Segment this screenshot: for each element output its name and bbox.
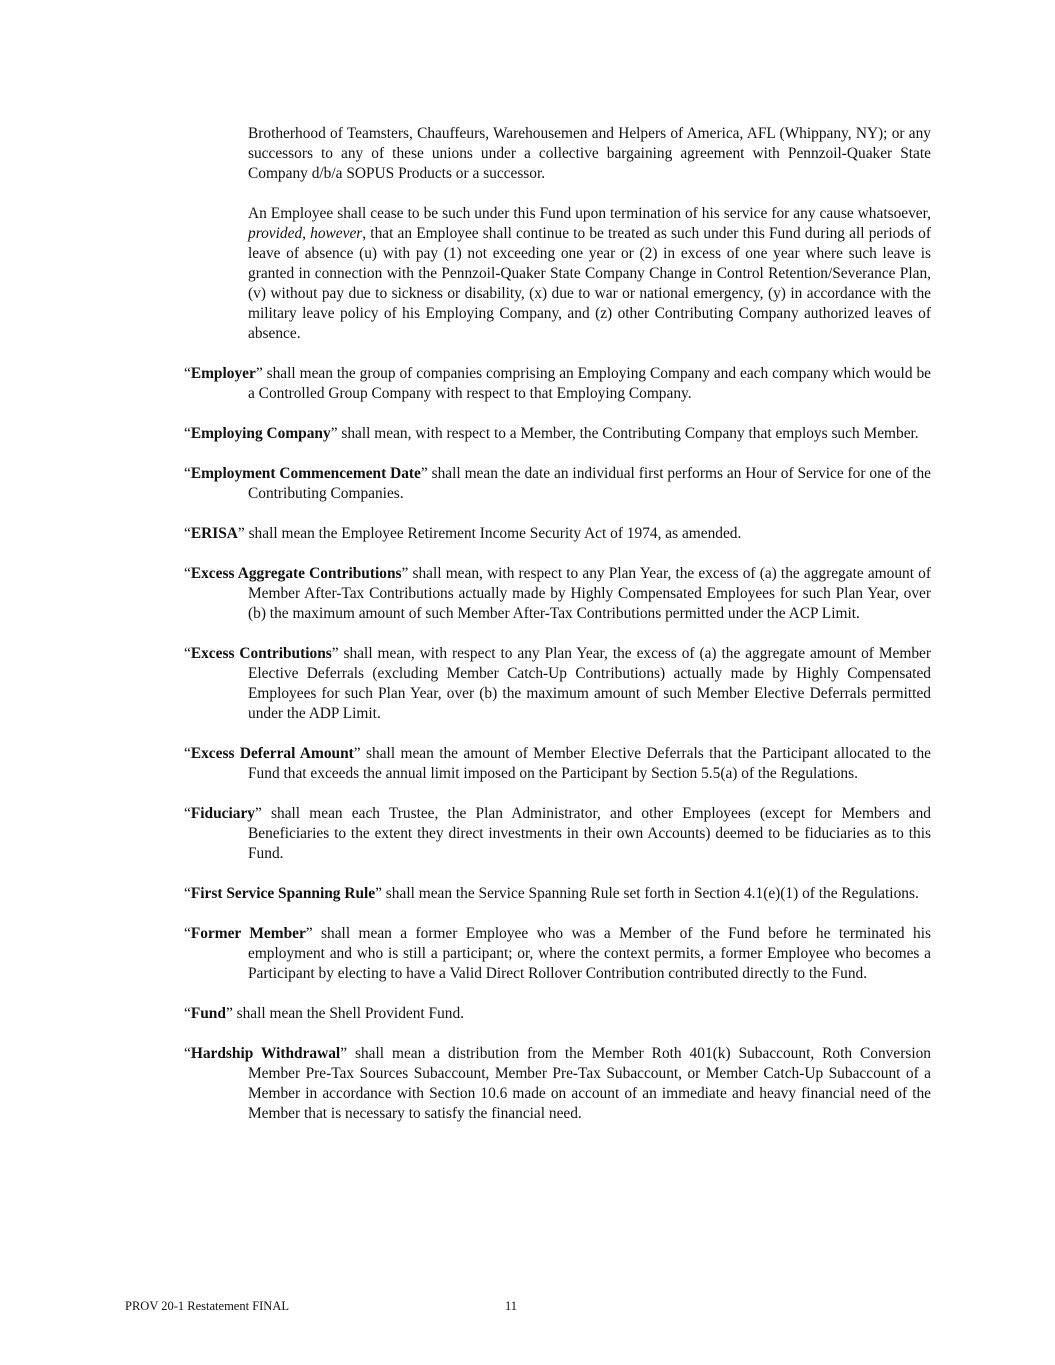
definition-erisa: “ERISA” shall mean the Employee Retirement Income Security Act of 1974, as amended.	[184, 525, 742, 542]
definition-term: Employer	[190, 365, 256, 382]
definition-term: Former Member	[190, 925, 306, 942]
definition-term: Fund	[190, 1005, 226, 1022]
definition-text: ” shall mean the group of companies comprising an Employing Company and each company which would be a Controlled Group Company with respect to that Employing Company.	[248, 365, 931, 402]
definition-text: ” shall mean the Employee Retirement Income Security Act of 1974, as amended.	[237, 525, 742, 542]
definition-excess-aggregate-contributions: “Excess Aggregate Contributions” shall mean, with respect to any Plan Year, the excess of (a) the aggregate amount of Member After-Tax Contributions actually made by Highly Compensated Employees for such Plan Year, over (b) the maximum amount of such Member After-Tax Contributions permitted under the ACP Limit.	[184, 565, 931, 622]
definition-fund: “Fund” shall mean the Shell Provident Fund.	[184, 1005, 465, 1022]
page-number: 11	[505, 1299, 518, 1313]
cease-text-pre: An Employee shall cease to be such under this Fund upon termination of his service for any cause whatsoever,	[248, 205, 931, 222]
definition-text: ” shall mean the amount of Member Elective Deferrals that the Participant allocated to the Fund that exceeds the annual limit imposed on the Participant by Section 5.5(a) of the Regulations.	[248, 745, 931, 782]
definition-text: ” shall mean the Shell Provident Fund.	[225, 1005, 465, 1022]
definition-text: ” shall mean a former Employee who was a Member of the Fund before he terminated his employment and who is still a participant; or, where the context permits, a former Employee who becomes a Participant by electing to have a Valid Direct Rollover Contribution contributed directly to the Fund.	[248, 925, 931, 982]
definition-text: ” shall mean, with respect to any Plan Year, the excess of (a) the aggregate amount of Member Elective Deferrals (excluding Member Catch-Up Contributions) actually made by Highly Compensated Employees for such Plan Year, over (b) the maximum amount of such Member Elective Deferrals permitted under the ADP Limit.	[248, 645, 931, 722]
definition-employer: “Employer” shall mean the group of companies comprising an Employing Company and each company which would be a Controlled Group Company with respect to that Employing Company.	[184, 365, 931, 402]
definition-first-service-spanning-rule: “First Service Spanning Rule” shall mean the Service Spanning Rule set forth in Section 4.1(e)(1) of the Regulations.	[184, 885, 919, 902]
definition-text: ” shall mean the date an individual first performs an Hour of Service for one of the Contributing Companies.	[248, 465, 932, 502]
definition-excess-contributions: “Excess Contributions” shall mean, with respect to any Plan Year, the excess of (a) the aggregate amount of Member Elective Deferrals (excluding Member Catch-Up Contributions) actually made by Highly Compensated Employees for such Plan Year, over (b) the maximum amount of such Member Elective Deferrals permitted under the ADP Limit.	[184, 645, 931, 722]
definition-text: ” shall mean, with respect to a Member, the Contributing Company that employs such Member.	[330, 425, 919, 442]
definition-term: Hardship Withdrawal	[190, 1045, 341, 1062]
definition-term: Excess Aggregate Contributions	[190, 565, 402, 582]
definition-term: First Service Spanning Rule	[190, 885, 376, 902]
document-label: PROV 20-1 Restatement FINAL	[125, 1299, 289, 1313]
definition-text: ” shall mean, with respect to any Plan Year, the excess of (a) the aggregate amount of Member After-Tax Contributions actually made by Highly Compensated Employees for such Plan Year, over (b) the maximum amount of such Member After-Tax Contributions permitted under the ACP Limit.	[248, 565, 931, 622]
definition-text: ” shall mean a distribution from the Member Roth 401(k) Subaccount, Roth Conversion Member Pre-Tax Sources Subaccount, Member Pre-Tax Subaccount, or Member Catch-Up Subaccount of a Member in accordance with Section 10.6 made on account of an immediate and heavy financial need of the Member that is necessary to satisfy the financial need.	[248, 1045, 931, 1122]
definition-term: Employment Commencement Date	[190, 465, 421, 482]
definition-term: Fiduciary	[190, 805, 255, 822]
definition-employing-company: “Employing Company” shall mean, with respect to a Member, the Contributing Company that employs such Member.	[184, 425, 919, 442]
cease-text-italic: provided, however	[248, 225, 363, 242]
definition-text: ” shall mean each Trustee, the Plan Administrator, and other Employees (except for Members and Beneficiaries to the extent they direct investments in their own Accounts) deemed to be fiduciaries as to this Fund.	[248, 805, 931, 862]
definition-hardship-withdrawal: “Hardship Withdrawal” shall mean a distribution from the Member Roth 401(k) Subaccount, Roth Conversion Member Pre-Tax Sources Subaccount, Member Pre-Tax Subaccount, or Member Catch-Up Subaccount of a Member in accordance with Section 10.6 made on account of an immediate and heavy financial need of the Member that is necessary to satisfy the financial need.	[184, 1045, 931, 1122]
definition-former-member: “Former Member” shall mean a former Employee who was a Member of the Fund before he terminated his employment and who is still a participant; or, where the context permits, a former Employee who becomes a Participant by electing to have a Valid Direct Rollover Contribution contributed directly to the Fund.	[184, 925, 931, 982]
employee-cease-paragraph	[248, 204, 931, 344]
definition-fiduciary: “Fiduciary” shall mean each Trustee, the Plan Administrator, and other Employees (except for Members and Beneficiaries to the extent they direct investments in their own Accounts) deemed to be fiduciaries as to this Fund.	[184, 805, 931, 862]
definition-excess-deferral-amount: “Excess Deferral Amount” shall mean the amount of Member Elective Deferrals that the Participant allocated to the Fund that exceeds the annual limit imposed on the Participant by Section 5.5(a) of the Regulations.	[184, 745, 931, 782]
definition-text: ” shall mean the Service Spanning Rule set forth in Section 4.1(e)(1) of the Regulations.	[375, 885, 919, 902]
document-body	[0, 124, 1055, 1124]
cease-text-post: , that an Employee shall continue to be treated as such under this Fund during all periods of leave of absence (u) with pay (1) not exceeding one year or (2) in excess of one year where such leave is granted in connection with the Pennzoil-Quaker State Company Change in Control Retention/Severance Plan, (v) without pay due to sickness or disability, (x) due to war or national emergency, (y) in accordance with the military leave policy of his Employing Company, and (z) other Contributing Company authorized leaves of absence.	[248, 225, 931, 342]
definition-term: Excess Deferral Amount	[190, 745, 354, 762]
definition-term: Excess Contributions	[190, 645, 332, 662]
definition-employment-commencement-date: “Employment Commencement Date” shall mean the date an individual first performs an Hour of Service for one of the Contributing Companies.	[184, 465, 932, 502]
union-continuation-paragraph: Brotherhood of Teamsters, Chauffeurs, Warehousemen and Helpers of America, AFL (Whippany, NY); or any successors to any of these unions under a collective bargaining agreement with Pennzoil-Quaker State Company d/b/a SOPUS Products or a successor.	[248, 125, 931, 182]
definition-term: Employing Company	[190, 425, 331, 442]
definition-term: ERISA	[190, 525, 238, 542]
